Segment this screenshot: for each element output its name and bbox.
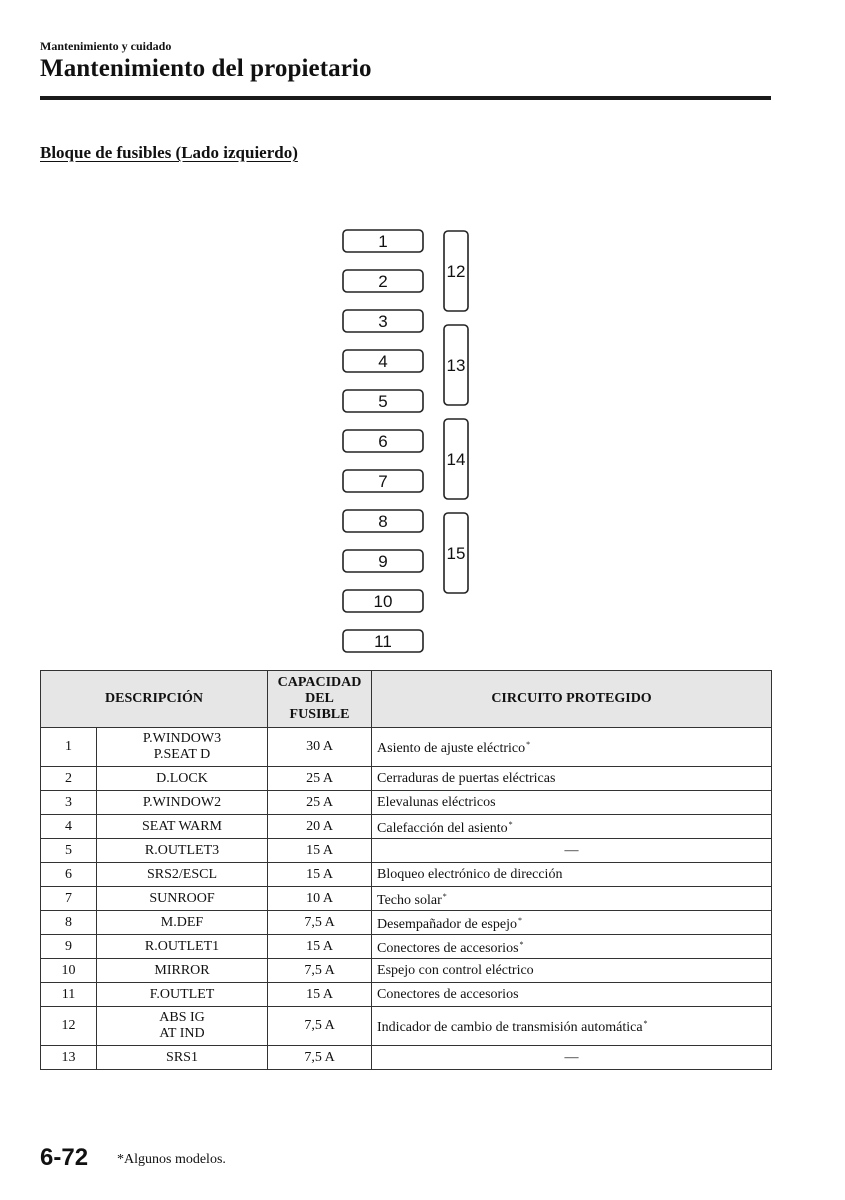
protected-circuit bbox=[372, 887, 772, 911]
circuit-text: Cerraduras de puertas eléctricas bbox=[377, 770, 556, 786]
circuit-text: Elevalunas eléctricos bbox=[377, 794, 496, 810]
fuse-slot-label: 2 bbox=[378, 272, 388, 291]
circuit-text: — bbox=[564, 1049, 579, 1065]
fuse-slot-label: 7 bbox=[378, 472, 388, 491]
circuit-text: Conectores de accesorios bbox=[377, 986, 519, 1002]
fuse-number: 12 bbox=[41, 1007, 97, 1046]
fuse-slot-label: 5 bbox=[378, 392, 388, 411]
fuse-capacity: 25 A bbox=[268, 791, 372, 815]
fuse-capacity: 7,5 A bbox=[268, 1046, 372, 1070]
circuit-text: Indicador de cambio de transmisión automática bbox=[377, 1020, 643, 1035]
fuse-table-body bbox=[41, 728, 772, 1070]
fuse-number: 7 bbox=[41, 887, 97, 911]
fuse-slot-label: 6 bbox=[378, 432, 388, 451]
table-row bbox=[41, 791, 772, 815]
footnote-marker: * bbox=[519, 939, 524, 949]
fuse-number: 4 bbox=[41, 815, 97, 839]
fuse-number: 11 bbox=[41, 983, 97, 1007]
fuse-name: SUNROOF bbox=[97, 887, 268, 911]
fuse-slot-label: 1 bbox=[378, 232, 388, 251]
title-divider bbox=[40, 96, 771, 100]
fuse-number: 2 bbox=[41, 767, 97, 791]
circuit-text: Asiento de ajuste eléctrico bbox=[377, 741, 526, 756]
fuse-capacity: 7,5 A bbox=[268, 959, 372, 983]
header-circuit: CIRCUITO PROTEGIDO bbox=[372, 671, 772, 728]
protected-circuit bbox=[372, 935, 772, 959]
circuit-text: Desempañador de espejo bbox=[377, 916, 517, 932]
fuse-slot-label: 10 bbox=[373, 592, 393, 611]
page-title: Mantenimiento del propietario bbox=[40, 55, 372, 82]
fuse-number: 8 bbox=[41, 911, 97, 935]
large-fuse-slot-label: 14 bbox=[446, 450, 466, 469]
large-fuse-slot-label: 12 bbox=[446, 262, 466, 281]
table-row bbox=[41, 887, 772, 911]
circuit-text: Conectores de accesorios bbox=[377, 940, 519, 956]
table-row bbox=[41, 839, 772, 863]
fuse-name: SRS2/ESCL bbox=[97, 863, 268, 887]
circuit-text: Calefacción del asiento bbox=[377, 820, 508, 836]
table-header-row bbox=[41, 671, 772, 728]
protected-circuit bbox=[372, 815, 772, 839]
large-fuse-slot-label: 13 bbox=[446, 356, 466, 375]
fuse-slot-label: 9 bbox=[378, 552, 388, 571]
fuse-slot-label: 4 bbox=[378, 352, 388, 371]
fuse-name: M.DEF bbox=[97, 911, 268, 935]
protected-circuit bbox=[372, 959, 772, 983]
footnote-marker: * bbox=[643, 1019, 648, 1028]
left-fuse-column bbox=[343, 230, 423, 652]
protected-circuit bbox=[372, 791, 772, 815]
protected-circuit bbox=[372, 1046, 772, 1070]
footnote-marker: * bbox=[526, 740, 531, 749]
fuse-capacity: 15 A bbox=[268, 839, 372, 863]
protected-circuit bbox=[372, 728, 772, 767]
fuse-number: 9 bbox=[41, 935, 97, 959]
table-row bbox=[41, 911, 772, 935]
table-row bbox=[41, 1007, 772, 1046]
footnote-marker: * bbox=[508, 819, 513, 829]
table-row bbox=[41, 728, 772, 767]
fuse-capacity: 15 A bbox=[268, 863, 372, 887]
fuse-number: 1 bbox=[41, 728, 97, 767]
fuse-name: F.OUTLET bbox=[97, 983, 268, 1007]
fuse-name: ABS IG AT IND bbox=[97, 1007, 268, 1046]
subheading: Bloque de fusibles (Lado izquierdo) bbox=[40, 143, 298, 162]
right-fuse-column bbox=[444, 231, 468, 593]
footnote: *Algunos modelos. bbox=[117, 1152, 226, 1167]
fuse-slot-label: 3 bbox=[378, 312, 388, 331]
protected-circuit bbox=[372, 911, 772, 935]
table-row bbox=[41, 959, 772, 983]
fuse-capacity: 7,5 A bbox=[268, 1007, 372, 1046]
fuse-name: R.OUTLET3 bbox=[97, 839, 268, 863]
fuse-capacity: 10 A bbox=[268, 887, 372, 911]
table-row bbox=[41, 935, 772, 959]
table-row bbox=[41, 983, 772, 1007]
fuse-name: P.WINDOW3 P.SEAT D bbox=[97, 728, 268, 767]
circuit-text: — bbox=[564, 842, 579, 858]
fuse-capacity: 15 A bbox=[268, 983, 372, 1007]
circuit-text: Espejo con control eléctrico bbox=[377, 962, 534, 978]
table-row bbox=[41, 863, 772, 887]
fuse-name: D.LOCK bbox=[97, 767, 268, 791]
fuse-name: SEAT WARM bbox=[97, 815, 268, 839]
fuse-number: 13 bbox=[41, 1046, 97, 1070]
protected-circuit bbox=[372, 983, 772, 1007]
footnote-marker: * bbox=[442, 891, 447, 901]
circuit-text: Techo solar bbox=[377, 892, 442, 908]
fuse-table bbox=[40, 670, 772, 1070]
fuse-name: SRS1 bbox=[97, 1046, 268, 1070]
fuse-number: 6 bbox=[41, 863, 97, 887]
footnote-marker: * bbox=[517, 915, 522, 925]
fuse-number: 3 bbox=[41, 791, 97, 815]
table-row bbox=[41, 815, 772, 839]
table-row bbox=[41, 1046, 772, 1070]
protected-circuit bbox=[372, 1007, 772, 1046]
fuse-capacity: 30 A bbox=[268, 728, 372, 767]
fuse-name: MIRROR bbox=[97, 959, 268, 983]
fuse-capacity: 7,5 A bbox=[268, 911, 372, 935]
circuit-text: Bloqueo electrónico de dirección bbox=[377, 866, 563, 882]
fuse-capacity: 25 A bbox=[268, 767, 372, 791]
fuse-name: P.WINDOW2 bbox=[97, 791, 268, 815]
protected-circuit bbox=[372, 767, 772, 791]
fuse-number: 10 bbox=[41, 959, 97, 983]
header-description: DESCRIPCIÓN bbox=[41, 671, 268, 728]
protected-circuit bbox=[372, 863, 772, 887]
large-fuse-slot-label: 15 bbox=[446, 544, 466, 563]
header-capacity: CAPACIDAD DEL FUSIBLE bbox=[268, 671, 372, 728]
page-number: 6-72 bbox=[40, 1144, 89, 1171]
protected-circuit bbox=[372, 839, 772, 863]
fuse-name: R.OUTLET1 bbox=[97, 935, 268, 959]
section-label: Mantenimiento y cuidado bbox=[40, 39, 172, 53]
fuse-capacity: 15 A bbox=[268, 935, 372, 959]
table-row bbox=[41, 767, 772, 791]
fuse-slot-label: 11 bbox=[374, 632, 392, 651]
fuse-slot-label: 8 bbox=[378, 512, 388, 531]
fuse-number: 5 bbox=[41, 839, 97, 863]
fuse-capacity: 20 A bbox=[268, 815, 372, 839]
fuse-block-diagram bbox=[330, 222, 490, 658]
